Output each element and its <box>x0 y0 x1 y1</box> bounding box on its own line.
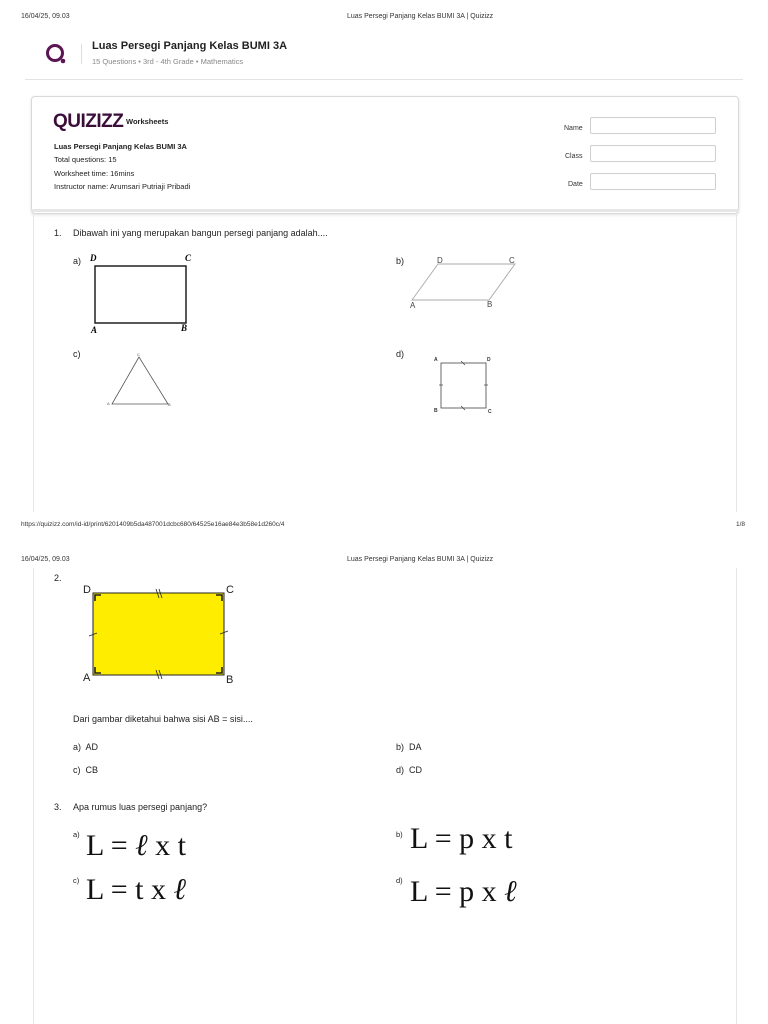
q1-rectangle-figure <box>85 250 200 340</box>
rect-label-d: D <box>90 253 97 263</box>
q2-label-d: D <box>83 584 91 596</box>
tri-label-a: A <box>107 401 110 406</box>
para-label-d: D <box>437 256 443 265</box>
instructor-name: Instructor name: Arumsari Putriaji Pribadi <box>54 182 191 191</box>
q3-option-a-formula[interactable]: L = ℓ x t <box>86 828 186 863</box>
q2-option-a[interactable] <box>73 742 98 752</box>
name-label: Name <box>564 125 583 132</box>
q2-label-a: A <box>83 672 91 684</box>
q2-option-d-letter: d) <box>396 765 405 775</box>
print-footer-url: https://quizizz.com/id-id/print/6201409b5da487001dcbc680/64525e16ae84e3b58e1d260c/4 <box>21 521 285 528</box>
sq-label-c: C <box>488 409 492 415</box>
q1-option-a-label: a) <box>73 256 82 266</box>
q3-option-b-letter: b) <box>396 830 403 839</box>
q1-option-b-label: b) <box>396 256 405 266</box>
q3-option-d-letter: d) <box>396 876 403 885</box>
q2-option-a-text: AD <box>85 742 99 752</box>
print-header-title: Luas Persegi Panjang Kelas BUMI 3A | Quizizz <box>347 13 494 20</box>
q1-square-figure <box>430 352 496 416</box>
q2-label-b: B <box>226 674 234 686</box>
date-label: Date <box>568 181 583 188</box>
para-label-c: C <box>509 256 515 265</box>
quiz-title: Luas Persegi Panjang Kelas BUMI 3A <box>92 40 288 52</box>
q1-parallelogram-figure <box>405 252 525 312</box>
q2-yellow-rectangle <box>93 593 224 675</box>
q3-option-c-letter: c) <box>73 876 80 885</box>
q1-option-d-label: d) <box>396 349 405 359</box>
total-questions: Total questions: 15 <box>54 155 117 164</box>
quiz-meta: 15 Questions • 3rd - 4th Grade • Mathematics <box>92 57 244 66</box>
rect-label-a: A <box>91 325 98 335</box>
q2-option-b-letter: b) <box>396 742 405 752</box>
q2-option-c-letter: c) <box>73 765 81 775</box>
header-divider <box>81 44 82 64</box>
page2-header-date: 16/04/25, 09.03 <box>21 556 70 563</box>
sq-label-b: B <box>434 408 438 414</box>
worksheet-title: Luas Persegi Panjang Kelas BUMI 3A <box>54 142 187 151</box>
sq-label-a: A <box>434 357 438 363</box>
page-break <box>0 534 768 552</box>
page1-right-rule <box>736 212 737 512</box>
q2-text: Dari gambar diketahui bahwa sisi AB = sisi.... <box>73 714 253 724</box>
q3-number: 3. <box>54 802 62 812</box>
q2-rectangle-figure <box>80 580 245 688</box>
q2-option-b-text: DA <box>409 742 422 752</box>
header-rule <box>25 79 743 80</box>
print-header-date: 16/04/25, 09.03 <box>21 13 70 20</box>
q3-option-b-formula[interactable]: L = p x t <box>410 822 513 855</box>
sq-label-d: D <box>487 357 491 363</box>
rect-label-c: C <box>185 253 192 263</box>
q2-option-d[interactable] <box>396 765 422 775</box>
page2-right-rule <box>736 568 737 1024</box>
page2-left-rule <box>33 568 34 1024</box>
q3-text: Apa rumus luas persegi panjang? <box>73 802 208 812</box>
q3-option-d-formula[interactable]: L = p x ℓ <box>410 874 517 909</box>
q1-text: Dibawah ini yang merupakan bangun persegi panjang adalah.... <box>73 228 328 238</box>
name-field[interactable] <box>590 117 716 134</box>
card-bottom-shadow <box>31 209 739 212</box>
q2-label-c: C <box>226 584 234 596</box>
tri-label-c: C <box>137 352 140 357</box>
q1-number: 1. <box>54 228 62 238</box>
para-label-b: B <box>487 300 493 309</box>
q2-option-a-letter: a) <box>73 742 82 752</box>
q2-option-c[interactable] <box>73 765 98 775</box>
worksheets-label: Worksheets <box>126 117 169 126</box>
q2-option-b[interactable] <box>396 742 422 752</box>
q2-number: 2. <box>54 573 62 583</box>
rect-label-b: B <box>181 323 188 333</box>
q1-option-c-label: c) <box>73 349 81 359</box>
worksheet-time: Worksheet time: 16mins <box>54 169 135 178</box>
q2-option-c-text: CB <box>85 765 99 775</box>
page1-left-rule <box>33 212 34 512</box>
quizizz-brand: QUIZIZZ <box>53 111 124 132</box>
para-label-a: A <box>410 301 416 310</box>
class-label: Class <box>565 153 583 160</box>
q2-option-d-text: CD <box>409 765 423 775</box>
date-field[interactable] <box>590 173 716 190</box>
tri-label-b: B <box>168 402 171 407</box>
page2-header-title: Luas Persegi Panjang Kelas BUMI 3A | Quizizz <box>347 556 494 563</box>
quizizz-logo-icon <box>44 42 68 66</box>
q3-option-a-letter: a) <box>73 830 80 839</box>
print-footer-page: 1/8 <box>736 521 746 528</box>
q3-option-c-formula[interactable]: L = t x ℓ <box>86 872 186 907</box>
q1-triangle-figure <box>104 350 176 410</box>
class-field[interactable] <box>590 145 716 162</box>
